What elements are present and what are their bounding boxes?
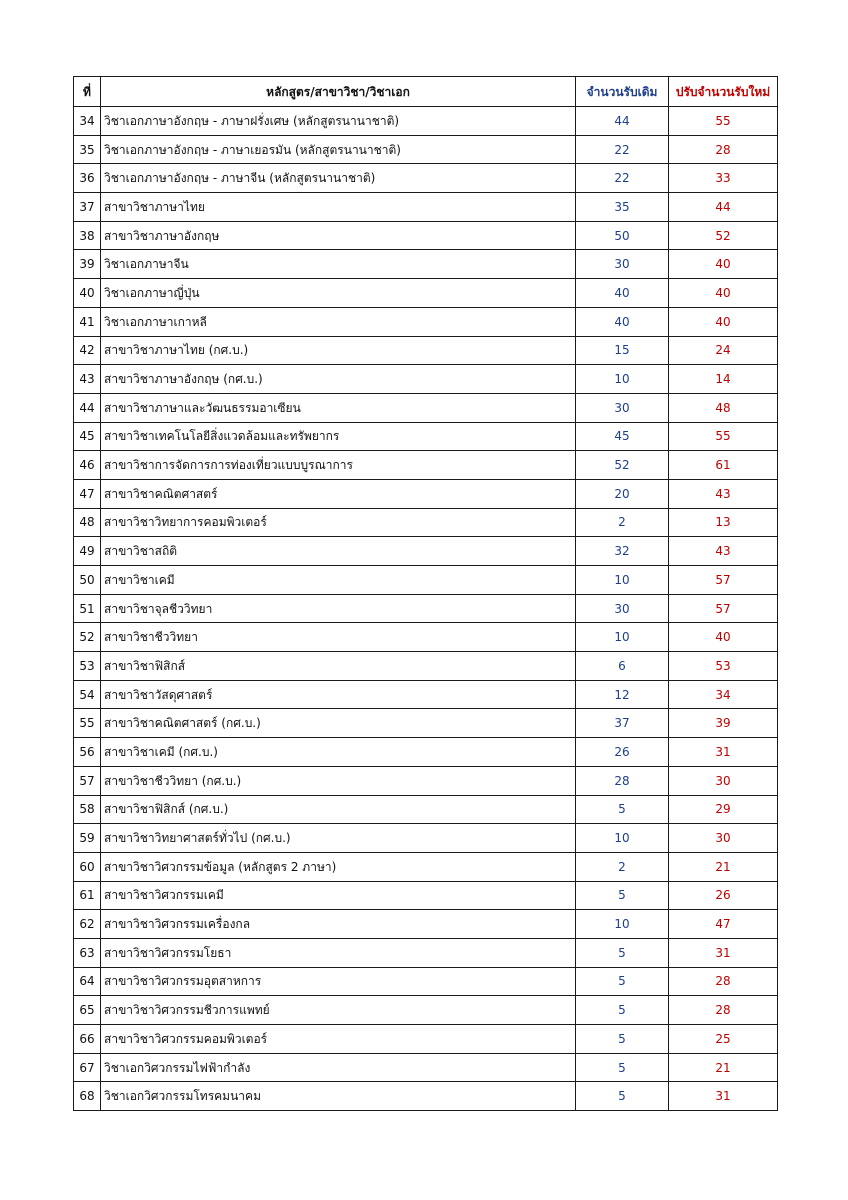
header-program: หลักสูตร/สาขาวิชา/วิชาเอก [101, 77, 576, 107]
new-quota: 40 [669, 250, 778, 279]
new-quota: 29 [669, 795, 778, 824]
new-quota: 31 [669, 938, 778, 967]
table-row [74, 852, 778, 881]
new-quota: 53 [669, 652, 778, 681]
program-name: สาขาวิชาภาษาไทย [101, 193, 576, 222]
new-quota: 31 [669, 738, 778, 767]
program-name: สาขาวิชาคณิตศาสตร์ (กศ.บ.) [101, 709, 576, 738]
table-row [74, 221, 778, 250]
new-quota: 25 [669, 1025, 778, 1054]
original-quota: 12 [576, 680, 669, 709]
row-number: 34 [74, 107, 101, 136]
table-row [74, 1025, 778, 1054]
table-row [74, 623, 778, 652]
new-quota: 40 [669, 307, 778, 336]
program-name: สาขาวิชาฟิสิกส์ (กศ.บ.) [101, 795, 576, 824]
program-name: สาขาวิชาวัสดุศาสตร์ [101, 680, 576, 709]
table-row [74, 795, 778, 824]
table-row [74, 1082, 778, 1111]
table-row [74, 594, 778, 623]
row-number: 64 [74, 967, 101, 996]
new-quota: 34 [669, 680, 778, 709]
row-number: 62 [74, 910, 101, 939]
original-quota: 10 [576, 365, 669, 394]
row-number: 58 [74, 795, 101, 824]
original-quota: 5 [576, 881, 669, 910]
header-no: ที่ [74, 77, 101, 107]
row-number: 51 [74, 594, 101, 623]
original-quota: 35 [576, 193, 669, 222]
row-number: 53 [74, 652, 101, 681]
row-number: 43 [74, 365, 101, 394]
program-name: วิชาเอกวิศวกรรมไฟฟ้ากำลัง [101, 1053, 576, 1082]
original-quota: 26 [576, 738, 669, 767]
table-row [74, 652, 778, 681]
row-number: 42 [74, 336, 101, 365]
new-quota: 47 [669, 910, 778, 939]
admission-quota-table [73, 76, 778, 1111]
new-quota: 28 [669, 135, 778, 164]
original-quota: 10 [576, 910, 669, 939]
new-quota: 28 [669, 967, 778, 996]
row-number: 66 [74, 1025, 101, 1054]
program-name: สาขาวิชาชีววิทยา [101, 623, 576, 652]
original-quota: 2 [576, 852, 669, 881]
program-name: สาขาวิชาวิศวกรรมเคมี [101, 881, 576, 910]
new-quota: 40 [669, 623, 778, 652]
new-quota: 26 [669, 881, 778, 910]
table-row [74, 365, 778, 394]
program-name: วิชาเอกภาษาเกาหลี [101, 307, 576, 336]
original-quota: 45 [576, 422, 669, 451]
new-quota: 28 [669, 996, 778, 1025]
new-quota: 55 [669, 107, 778, 136]
new-quota: 30 [669, 766, 778, 795]
new-quota: 57 [669, 566, 778, 595]
original-quota: 5 [576, 938, 669, 967]
row-number: 36 [74, 164, 101, 193]
table-row [74, 135, 778, 164]
original-quota: 15 [576, 336, 669, 365]
row-number: 49 [74, 537, 101, 566]
program-name: วิชาเอกภาษาอังกฤษ - ภาษาฝรั่งเศษ (หลักสูตรนานาชาติ) [101, 107, 576, 136]
table-row [74, 393, 778, 422]
table-row [74, 508, 778, 537]
original-quota: 5 [576, 795, 669, 824]
table-row [74, 422, 778, 451]
row-number: 52 [74, 623, 101, 652]
original-quota: 30 [576, 393, 669, 422]
new-quota: 44 [669, 193, 778, 222]
row-number: 50 [74, 566, 101, 595]
original-quota: 30 [576, 250, 669, 279]
new-quota: 43 [669, 537, 778, 566]
row-number: 44 [74, 393, 101, 422]
row-number: 48 [74, 508, 101, 537]
table-row [74, 910, 778, 939]
table-row [74, 680, 778, 709]
program-name: สาขาวิชาจุลชีววิทยา [101, 594, 576, 623]
table-row [74, 566, 778, 595]
new-quota: 57 [669, 594, 778, 623]
table-row [74, 164, 778, 193]
original-quota: 37 [576, 709, 669, 738]
new-quota: 52 [669, 221, 778, 250]
program-name: สาขาวิชาภาษาอังกฤษ (กศ.บ.) [101, 365, 576, 394]
program-name: สาขาวิชาวิทยาการคอมพิวเตอร์ [101, 508, 576, 537]
header-original-quota: จำนวนรับเดิม [576, 77, 669, 107]
row-number: 57 [74, 766, 101, 795]
new-quota: 21 [669, 1053, 778, 1082]
program-name: วิชาเอกภาษาญี่ปุ่น [101, 279, 576, 308]
new-quota: 30 [669, 824, 778, 853]
table-row [74, 1053, 778, 1082]
table-row [74, 996, 778, 1025]
original-quota: 40 [576, 279, 669, 308]
new-quota: 21 [669, 852, 778, 881]
row-number: 40 [74, 279, 101, 308]
new-quota: 48 [669, 393, 778, 422]
row-number: 41 [74, 307, 101, 336]
program-name: สาขาวิชาวิทยาศาสตร์ทั่วไป (กศ.บ.) [101, 824, 576, 853]
original-quota: 5 [576, 1053, 669, 1082]
new-quota: 43 [669, 479, 778, 508]
program-name: สาขาวิชาสถิติ [101, 537, 576, 566]
original-quota: 40 [576, 307, 669, 336]
program-name: วิชาเอกวิศวกรรมโทรคมนาคม [101, 1082, 576, 1111]
new-quota: 55 [669, 422, 778, 451]
program-name: วิชาเอกภาษาอังกฤษ - ภาษาเยอรมัน (หลักสูตรนานาชาติ) [101, 135, 576, 164]
original-quota: 2 [576, 508, 669, 537]
row-number: 68 [74, 1082, 101, 1111]
original-quota: 32 [576, 537, 669, 566]
new-quota: 31 [669, 1082, 778, 1111]
row-number: 47 [74, 479, 101, 508]
program-name: สาขาวิชาภาษาอังกฤษ [101, 221, 576, 250]
table-row [74, 479, 778, 508]
original-quota: 5 [576, 1025, 669, 1054]
original-quota: 10 [576, 566, 669, 595]
original-quota: 5 [576, 967, 669, 996]
table-body [74, 107, 778, 1111]
program-name: สาขาวิชาวิศวกรรมโยธา [101, 938, 576, 967]
program-name: สาขาวิชาชีววิทยา (กศ.บ.) [101, 766, 576, 795]
new-quota: 61 [669, 451, 778, 480]
new-quota: 14 [669, 365, 778, 394]
row-number: 67 [74, 1053, 101, 1082]
program-name: สาขาวิชาวิศวกรรมข้อมูล (หลักสูตร 2 ภาษา) [101, 852, 576, 881]
row-number: 61 [74, 881, 101, 910]
table-row [74, 307, 778, 336]
program-name: สาขาวิชาคณิตศาสตร์ [101, 479, 576, 508]
row-number: 38 [74, 221, 101, 250]
program-name: สาขาวิชาการจัดการการท่องเที่ยวแบบบูรณาการ [101, 451, 576, 480]
program-name: สาขาวิชาเคมี [101, 566, 576, 595]
row-number: 45 [74, 422, 101, 451]
header-new-quota: ปรับจำนวนรับใหม่ [669, 77, 778, 107]
original-quota: 22 [576, 164, 669, 193]
row-number: 39 [74, 250, 101, 279]
new-quota: 13 [669, 508, 778, 537]
header-row [74, 77, 778, 107]
program-name: วิชาเอกภาษาจีน [101, 250, 576, 279]
program-name: สาขาวิชาเคมี (กศ.บ.) [101, 738, 576, 767]
original-quota: 20 [576, 479, 669, 508]
row-number: 54 [74, 680, 101, 709]
program-name: สาขาวิชาวิศวกรรมเครื่องกล [101, 910, 576, 939]
original-quota: 50 [576, 221, 669, 250]
table-row [74, 537, 778, 566]
table-row [74, 881, 778, 910]
original-quota: 30 [576, 594, 669, 623]
table-row [74, 824, 778, 853]
program-name: สาขาวิชาวิศวกรรมอุตสาหการ [101, 967, 576, 996]
original-quota: 52 [576, 451, 669, 480]
program-name: สาขาวิชาวิศวกรรมคอมพิวเตอร์ [101, 1025, 576, 1054]
new-quota: 39 [669, 709, 778, 738]
original-quota: 10 [576, 623, 669, 652]
original-quota: 5 [576, 996, 669, 1025]
row-number: 60 [74, 852, 101, 881]
table-row [74, 766, 778, 795]
original-quota: 22 [576, 135, 669, 164]
row-number: 63 [74, 938, 101, 967]
table-row [74, 967, 778, 996]
table-row [74, 250, 778, 279]
row-number: 37 [74, 193, 101, 222]
new-quota: 40 [669, 279, 778, 308]
table-row [74, 938, 778, 967]
program-name: วิชาเอกภาษาอังกฤษ - ภาษาจีน (หลักสูตรนานาชาติ) [101, 164, 576, 193]
table-row [74, 193, 778, 222]
new-quota: 24 [669, 336, 778, 365]
original-quota: 5 [576, 1082, 669, 1111]
table-row [74, 279, 778, 308]
table-row [74, 738, 778, 767]
table-row [74, 451, 778, 480]
row-number: 56 [74, 738, 101, 767]
table-row [74, 107, 778, 136]
program-name: สาขาวิชาภาษาและวัฒนธรรมอาเซียน [101, 393, 576, 422]
table-row [74, 709, 778, 738]
original-quota: 28 [576, 766, 669, 795]
original-quota: 6 [576, 652, 669, 681]
program-name: สาขาวิชาวิศวกรรมชีวการแพทย์ [101, 996, 576, 1025]
row-number: 46 [74, 451, 101, 480]
row-number: 59 [74, 824, 101, 853]
new-quota: 33 [669, 164, 778, 193]
program-name: สาขาวิชาภาษาไทย (กศ.บ.) [101, 336, 576, 365]
original-quota: 44 [576, 107, 669, 136]
row-number: 65 [74, 996, 101, 1025]
program-name: สาขาวิชาเทคโนโลยีสิ่งแวดล้อมและทรัพยากร [101, 422, 576, 451]
row-number: 35 [74, 135, 101, 164]
table-header [74, 77, 778, 107]
row-number: 55 [74, 709, 101, 738]
original-quota: 10 [576, 824, 669, 853]
program-name: สาขาวิชาฟิสิกส์ [101, 652, 576, 681]
table-row [74, 336, 778, 365]
